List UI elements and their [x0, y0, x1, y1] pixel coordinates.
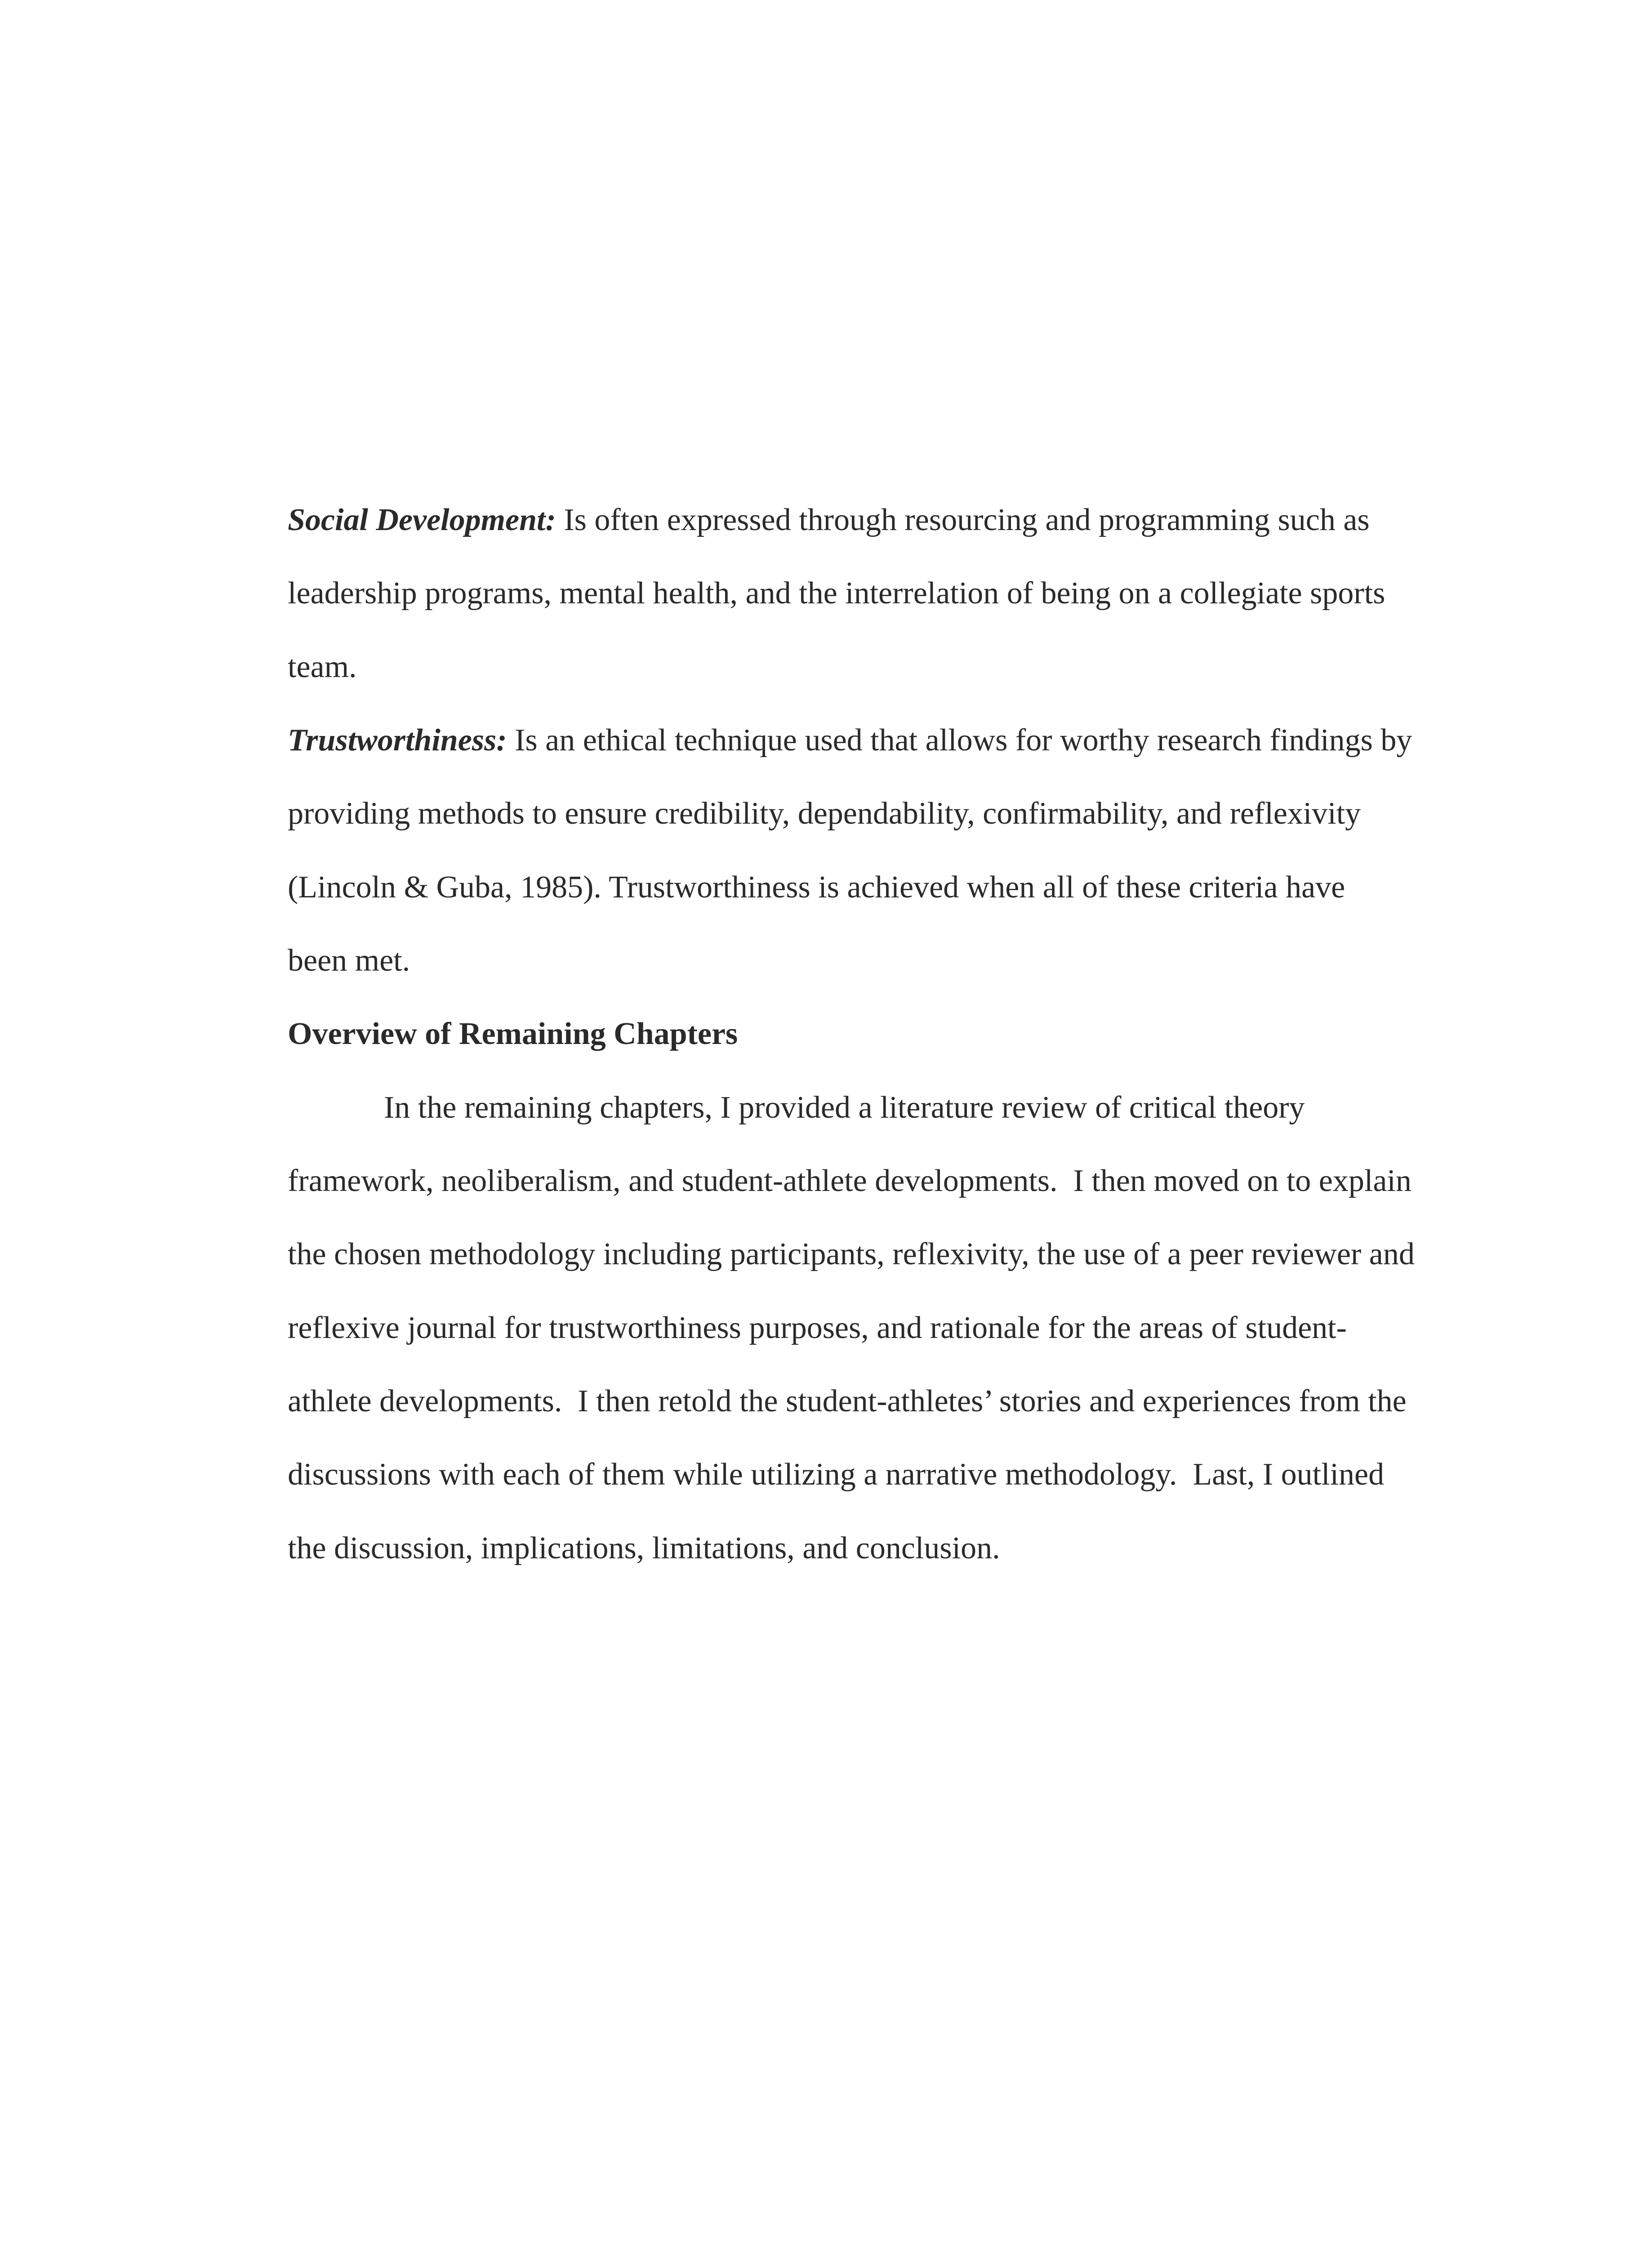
paragraph-line-3: the chosen methodology including participants, reflexivity, the use of a peer reviewer and: [288, 1237, 1415, 1271]
definition-trustworthiness-line-4: been met.: [288, 943, 410, 978]
definition-text: Is often expressed through resourcing and programming such as: [556, 503, 1370, 537]
paragraph-line-2: framework, neoliberalism, and student-athlete developments. I then moved on to explain: [288, 1164, 1412, 1198]
definition-term-trustworthiness: Trustworthiness:: [288, 723, 507, 758]
definition-social-development-line-1: [288, 500, 1370, 540]
definition-trustworthiness-line-2: providing methods to ensure credibility, dependability, confirmability, and reflexivity: [288, 796, 1361, 831]
paragraph-line-4: reflexive journal for trustworthiness purposes, and rationale for the areas of student-: [288, 1311, 1347, 1345]
definition-trustworthiness-line-3: (Lincoln & Guba, 1985). Trustworthiness is achieved when all of these criteria have: [288, 870, 1345, 905]
paragraph-line-7: the discussion, implications, limitations, and conclusion.: [288, 1531, 1000, 1566]
definition-text: Is an ethical technique used that allows for worthy research findings by: [507, 723, 1412, 758]
paragraph-line-5: athlete developments. I then retold the student-athletes’ stories and experiences from the: [288, 1384, 1407, 1418]
paragraph-line-6: discussions with each of them while utilizing a narrative methodology. Last, I outlined: [288, 1457, 1385, 1492]
definition-social-development-line-3: team.: [288, 650, 357, 684]
paragraph-line-1: In the remaining chapters, I provided a literature review of critical theory: [384, 1090, 1305, 1125]
definition-social-development-line-2: leadership programs, mental health, and the interrelation of being on a collegiate sports: [288, 576, 1385, 611]
section-heading: Overview of Remaining Chapters: [288, 1017, 738, 1051]
definition-trustworthiness-line-1: [288, 720, 1412, 761]
definition-term-social-development: Social Development:: [288, 503, 556, 537]
